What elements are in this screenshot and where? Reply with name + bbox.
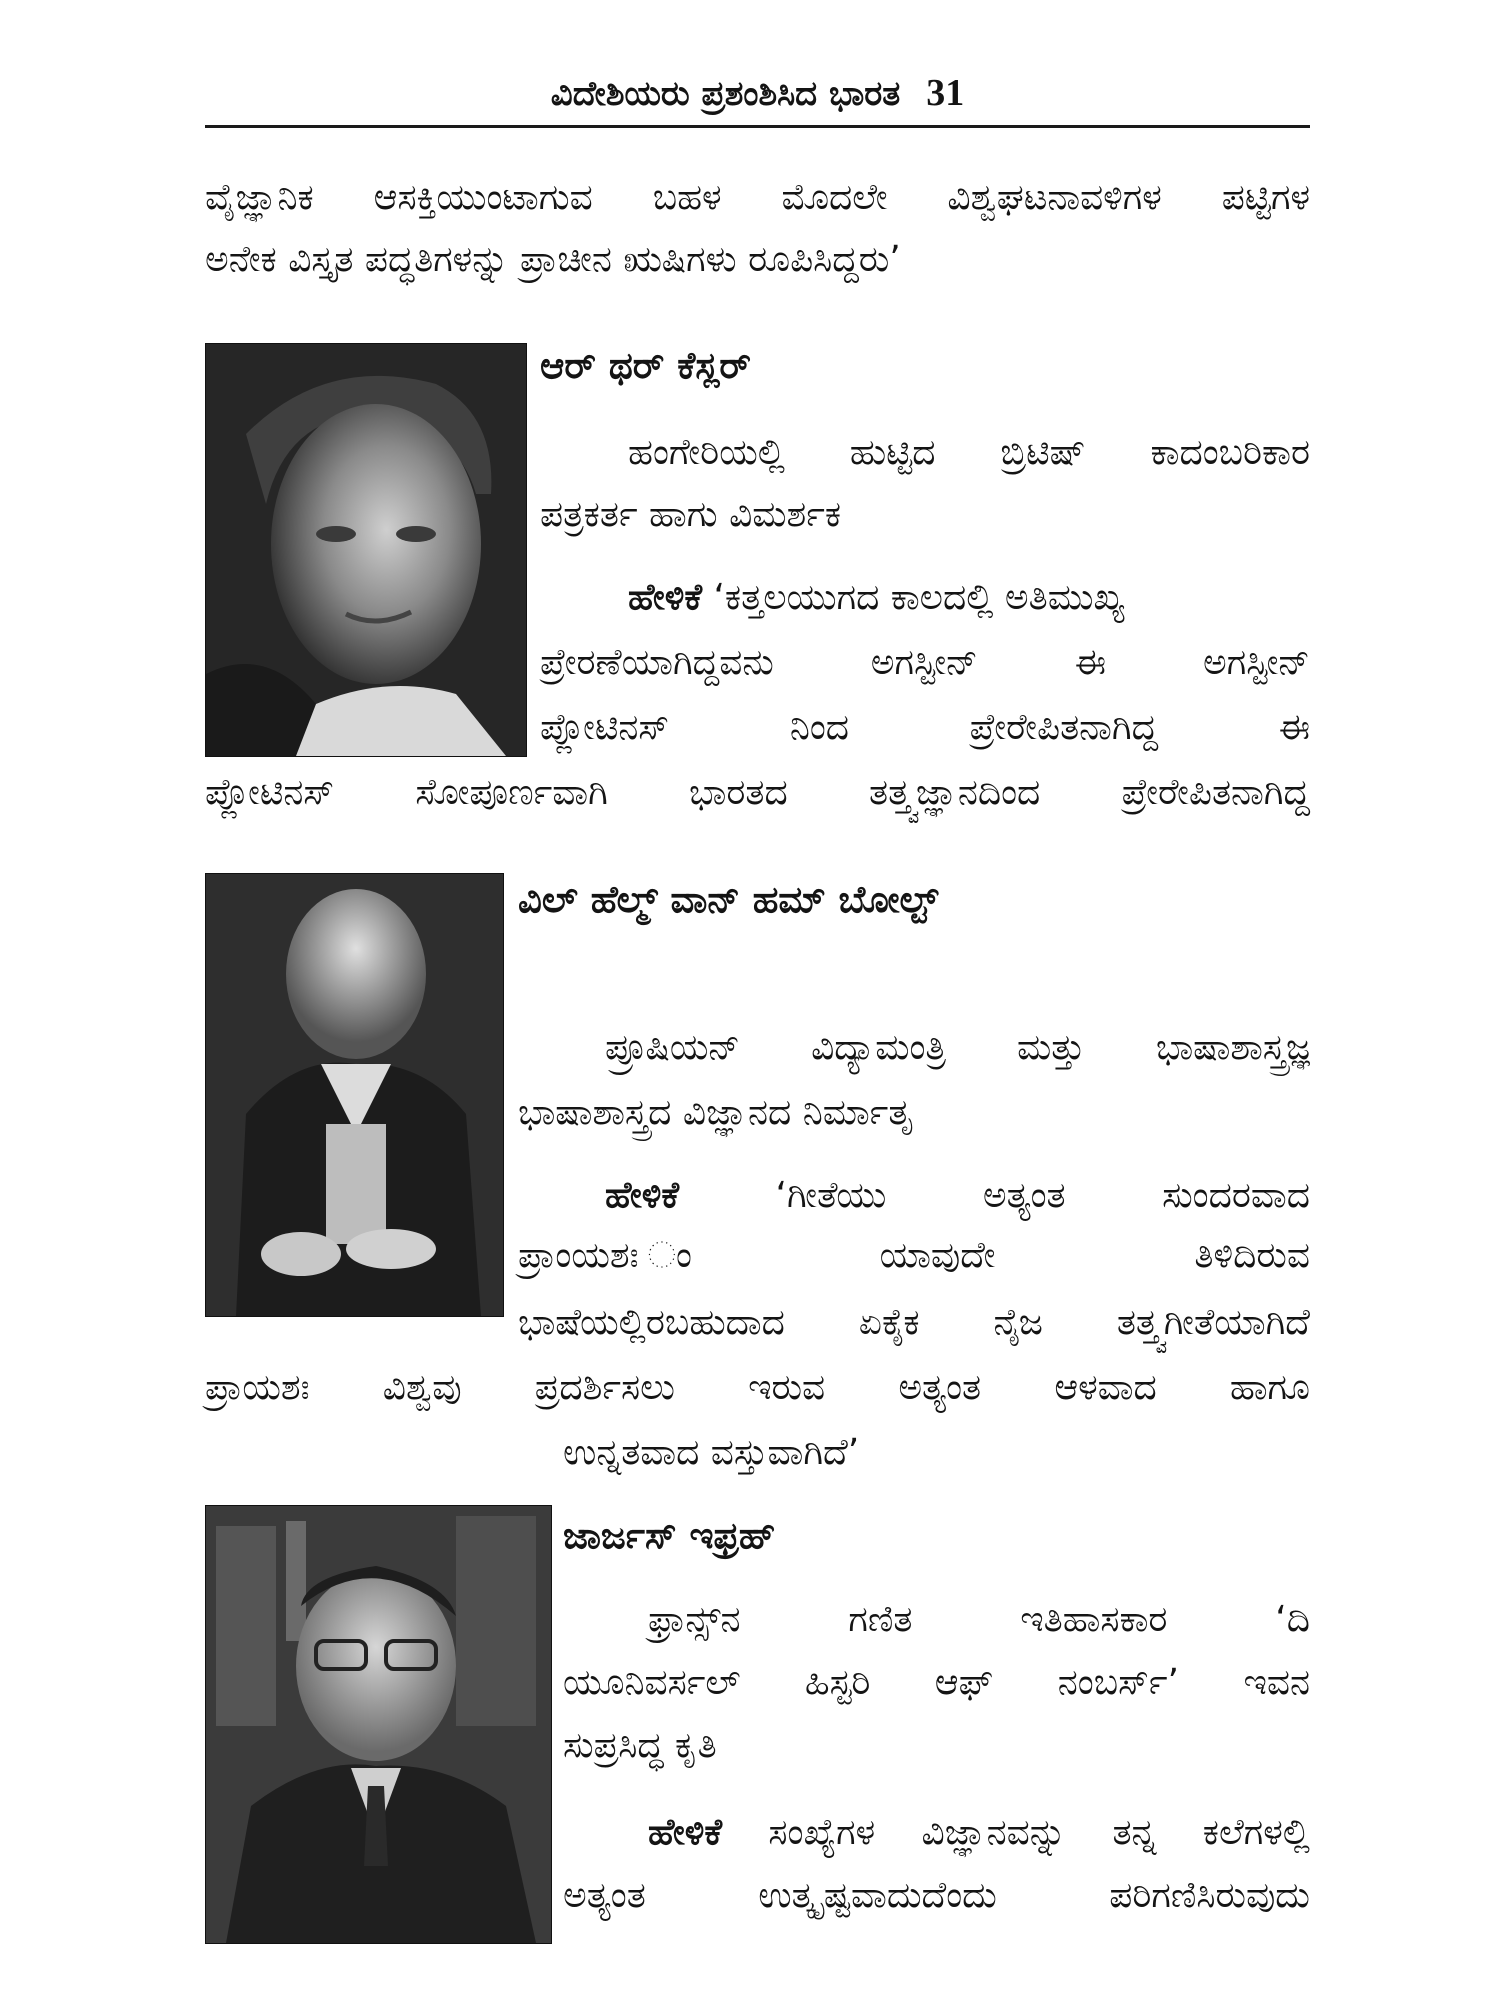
- entry-3-quote-label: ಹೇಳಿಕೆ: [648, 1812, 723, 1853]
- entry-2-quote-label: ಹೇಳಿಕೆ: [605, 1175, 680, 1216]
- entry-1-desc-1: ಹಂಗೇರಿಯಲ್ಲಿ ಹುಟ್ಟಿದ ಬ್ರಿಟಿಷ್ ಕಾದಂಬರಿಕಾರ: [628, 432, 1310, 473]
- entry-3-desc-2: ಯೂನಿವರ್ಸಲ್ ಹಿಸ್ಟರಿ ಆಫ್ ನಂಬರ್ಸ್’ ಇವನ: [563, 1662, 1310, 1703]
- intro-line-2: ಅನೇಕ ವಿಸ್ತೃತ ಪದ್ಧತಿಗಳನ್ನು ಪ್ರಾಚೀನ ಋಷಿಗಳು ರೂಪಿಸಿದ್ದರು’: [205, 239, 901, 280]
- entry-1-quote: [628, 570, 1125, 626]
- entry-1-desc-2: ಪತ್ರಕರ್ತ ಹಾಗು ವಿಮರ್ಶಕ: [540, 494, 842, 535]
- portrait-georges-ifrah: [205, 1505, 552, 1944]
- entry-2-name: ವಿಲ್ ಹೆಲ್ಮ್ ವಾನ್ ಹಮ್ ಬೋಲ್ಟ್: [518, 878, 939, 921]
- intro-line-1: ವೈಜ್ಞಾನಿಕ ಆಸಕ್ತಿಯುಂಟಾಗುವ ಬಹಳ ಮೊದಲೇ ವಿಶ್ವಘಟನಾವಳಿಗಳ ಪಟ್ಟಿಗಳ: [205, 177, 1310, 218]
- entry-3-desc-3: ಸುಪ್ರಸಿದ್ಧ ಕೃತಿ: [563, 1725, 717, 1766]
- entry-1-quote-line-3: ಪ್ಲೋಟಿನಸ್ ನಿಂದ ಪ್ರೇರೇಪಿತನಾಗಿದ್ದ ಈ: [540, 707, 1310, 748]
- header-rule: [205, 125, 1310, 128]
- entry-3-name: ಜಾರ್ಜಸ್ ಇಫ್ರಹ್: [563, 1514, 777, 1557]
- entry-3-quote-line-1: ಸಂಖ್ಯೆಗಳ ವಿಜ್ಞಾನವನ್ನು ತನ್ನ ಕಲೆಗಳಲ್ಲಿ: [768, 1812, 1310, 1853]
- entry-1-quote-line-2: ಪ್ರೇರಣೆಯಾಗಿದ್ದವನು ಅಗಸ್ಟೀನ್ ಈ ಅಗಸ್ಟೀನ್: [540, 642, 1310, 683]
- portrait-arthur-koestler: [205, 343, 527, 757]
- page-header: [205, 68, 1310, 118]
- entry-1-quote-line-1: ‘ಕತ್ತಲಯುಗದ ಕಾಲದಲ್ಲಿ ಅತಿಮುಖ್ಯ: [713, 577, 1125, 618]
- entry-2-desc-1: ಪ್ರೂಷಿಯನ್ ವಿದ್ಯಾಮಂತ್ರಿ ಮತ್ತು ಭಾಷಾಶಾಸ್ತ್ರಜ್ಞ: [605, 1027, 1310, 1068]
- entry-2-quote-line-5: ಉನ್ನತವಾದ ವಸ್ತುವಾಗಿದೆ’: [563, 1432, 860, 1473]
- entry-1-quote-line-4: ಪ್ಲೋಟಿನಸ್ ಸೋಪೂರ್ಣವಾಗಿ ಭಾರತದ ತತ್ತ್ವಜ್ಞಾನದಿಂದ ಪ್ರೇರೇಪಿತನಾಗಿದ್ದ: [205, 772, 1310, 813]
- entry-2-quote-line-2: ಪ್ರಾಂಯಶಃ ಂಯಾವುದೇ ತಿಳಿದಿರುವ: [518, 1235, 1310, 1276]
- portrait-wilhelm-von-humboldt: [205, 873, 504, 1317]
- entry-1-quote-label: ಹೇಳಿಕೆ: [628, 577, 703, 618]
- entry-3-quote-line-2: ಅತ್ಯಂತ ಉತ್ಕೃಷ್ಟವಾದುದೆಂದು ಪರಿಗಣಿಸಿರುವುದು: [563, 1875, 1310, 1916]
- entry-2-quote-line-3: ಭಾಷೆಯಲ್ಲಿರಬಹುದಾದ ಏಕೈಕ ನೈಜ ತತ್ತ್ವಗೀತೆಯಾಗಿದೆ: [518, 1302, 1310, 1343]
- entry-2-desc-2: ಭಾಷಾಶಾಸ್ತ್ರದ ವಿಜ್ಞಾನದ ನಿರ್ಮಾತೃ: [518, 1092, 914, 1133]
- entry-1-name: ಆರ್ ಥರ್ ಕೆಸ್ಲರ್: [540, 344, 751, 387]
- entry-2-quote: [605, 1168, 1310, 1224]
- entry-2-quote-line-1: ‘ಗೀತೆಯು ಅತ್ಯಂತ ಸುಂದರವಾದ: [775, 1175, 1310, 1216]
- running-title: ವಿದೇಶಿಯರು ಪ್ರಶಂಶಿಸಿದ ಭಾರತ: [550, 74, 901, 114]
- entry-2-quote-line-4: ಪ್ರಾಯಶಃ ವಿಶ್ವವು ಪ್ರದರ್ಶಿಸಲು ಇರುವ ಅತ್ಯಂತ ಆಳವಾದ ಹಾಗೂ: [205, 1367, 1310, 1408]
- entry-3-desc-1: ಫ್ರಾನ್ಸ್‌ನ ಗಣಿತ ಇತಿಹಾಸಕಾರ ‘ದಿ: [648, 1599, 1310, 1640]
- page-number: 31: [926, 72, 965, 114]
- entry-3-quote: [648, 1805, 1310, 1861]
